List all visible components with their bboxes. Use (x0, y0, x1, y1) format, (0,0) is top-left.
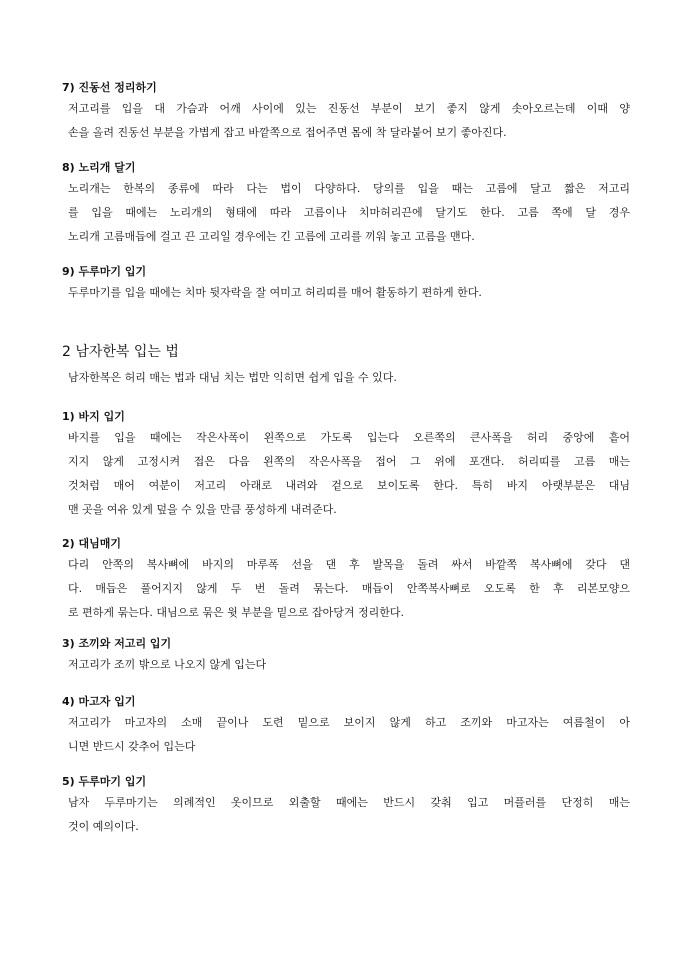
chapter-intro (62, 366, 630, 390)
body-line: 것이 예의이다. (68, 820, 139, 833)
section-body (62, 426, 630, 522)
body-line: 두루마기를 입을 때에는 치마 뒷자락을 잘 여미고 허리띠를 매어 활동하기 편하게 한다. (68, 286, 482, 299)
section-7 (62, 79, 630, 145)
section-body (62, 281, 630, 305)
body-line: 맨 곳을 여유 있게 덮을 수 있을 만큼 풍성하게 내려준다. (68, 503, 337, 516)
section-body (62, 97, 630, 145)
body-line: 를 입을 때에는 노리개의 형태에 따라 고름이나 치마허리끈에 달기도 한다. 고름 쪽에 달 경우 (68, 206, 630, 219)
body-line: 저고리가 마고자의 소매 끝이나 도련 밑으로 보이지 않게 하고 조끼와 마고자는 여름철이 아 (68, 716, 630, 729)
body-line: 손을 올려 진동선 부분을 가볍게 잡고 바깥쪽으로 접어주면 몸에 착 달라붙어 보기 좋아진다. (68, 126, 507, 139)
section-body (62, 177, 630, 249)
section-body (62, 553, 630, 625)
chapter-2 (62, 342, 630, 390)
section-body (62, 791, 630, 839)
section-heading: 2) 대님매기 (62, 537, 122, 550)
body-line: 다. 매듭은 풀어지지 않게 두 번 돌려 묶는다. 매듭이 안쪽복사뼈로 오도록 한 후 리본모양으 (68, 582, 630, 595)
body-line: 저고리를 입을 대 가슴과 어깨 사이에 있는 진동선 부분이 보기 좋지 않게 솟아오르는데 이때 양 (68, 102, 630, 115)
section-heading: 9) 두루마기 입기 (62, 265, 147, 278)
section-9 (62, 263, 630, 305)
body-line: 로 편하게 묶는다. 대님으로 묶은 윗 부분을 밑으로 잡아당겨 정리한다. (68, 606, 404, 619)
body-line: 노리개 고름매듭에 걸고 끈 고리일 경우에는 긴 고름에 고리를 끼워 놓고 고름을 맨다. (68, 230, 475, 243)
section-8 (62, 159, 630, 249)
body-line: 지지 않게 고정시켜 접은 다음 왼쪽의 작은사폭을 접어 그 위에 포갠다. 허리띠를 고름 매는 (68, 455, 630, 468)
section-body (62, 711, 630, 759)
section-heading: 1) 바지 입기 (62, 410, 125, 423)
section-heading: 4) 마고자 입기 (62, 695, 136, 708)
body-line: 니면 반드시 갖추어 입는다 (68, 740, 196, 753)
section-heading: 7) 진동선 정리하기 (62, 81, 157, 94)
body-line: 저고리가 조끼 밖으로 나오지 않게 입는다 (68, 658, 267, 671)
section-heading: 3) 조끼와 저고리 입기 (62, 637, 172, 650)
section-b2 (62, 535, 630, 625)
section-b4 (62, 693, 630, 759)
body-line: 다리 안쪽의 복사뼈에 바지의 마루폭 선을 댄 후 발목을 돌려 싸서 바깥쪽 복사뼈에 갖다 댄 (68, 558, 630, 571)
body-line: 남자 두루마기는 의례적인 옷이므로 외출할 때에는 반드시 갖춰 입고 머플러를 단정히 매는 (68, 796, 630, 809)
section-b3 (62, 635, 630, 677)
body-line: 노리개는 한복의 종류에 따라 다는 법이 다양하다. 당의를 입을 때는 고름에 달고 짧은 저고리 (68, 182, 630, 195)
body-line: 것처럼 매어 여분이 저고리 아래로 내려와 겉으로 보이도록 한다. 특히 바지 아랫부분은 대님 (68, 479, 630, 492)
section-b5 (62, 773, 630, 839)
body-line: 남자한복은 허리 매는 법과 대님 치는 법만 익히면 쉽게 입을 수 있다. (68, 371, 397, 384)
section-body (62, 653, 630, 677)
section-heading: 8) 노리개 달기 (62, 161, 136, 174)
chapter-title: 2 남자한복 입는 법 (62, 344, 179, 360)
section-heading: 5) 두루마기 입기 (62, 775, 147, 788)
section-b1 (62, 408, 630, 522)
body-line: 바지를 입을 때에는 작은사폭이 왼쪽으로 가도록 입는다 오른쪽의 큰사폭을 허리 중앙에 흩어 (68, 431, 630, 444)
